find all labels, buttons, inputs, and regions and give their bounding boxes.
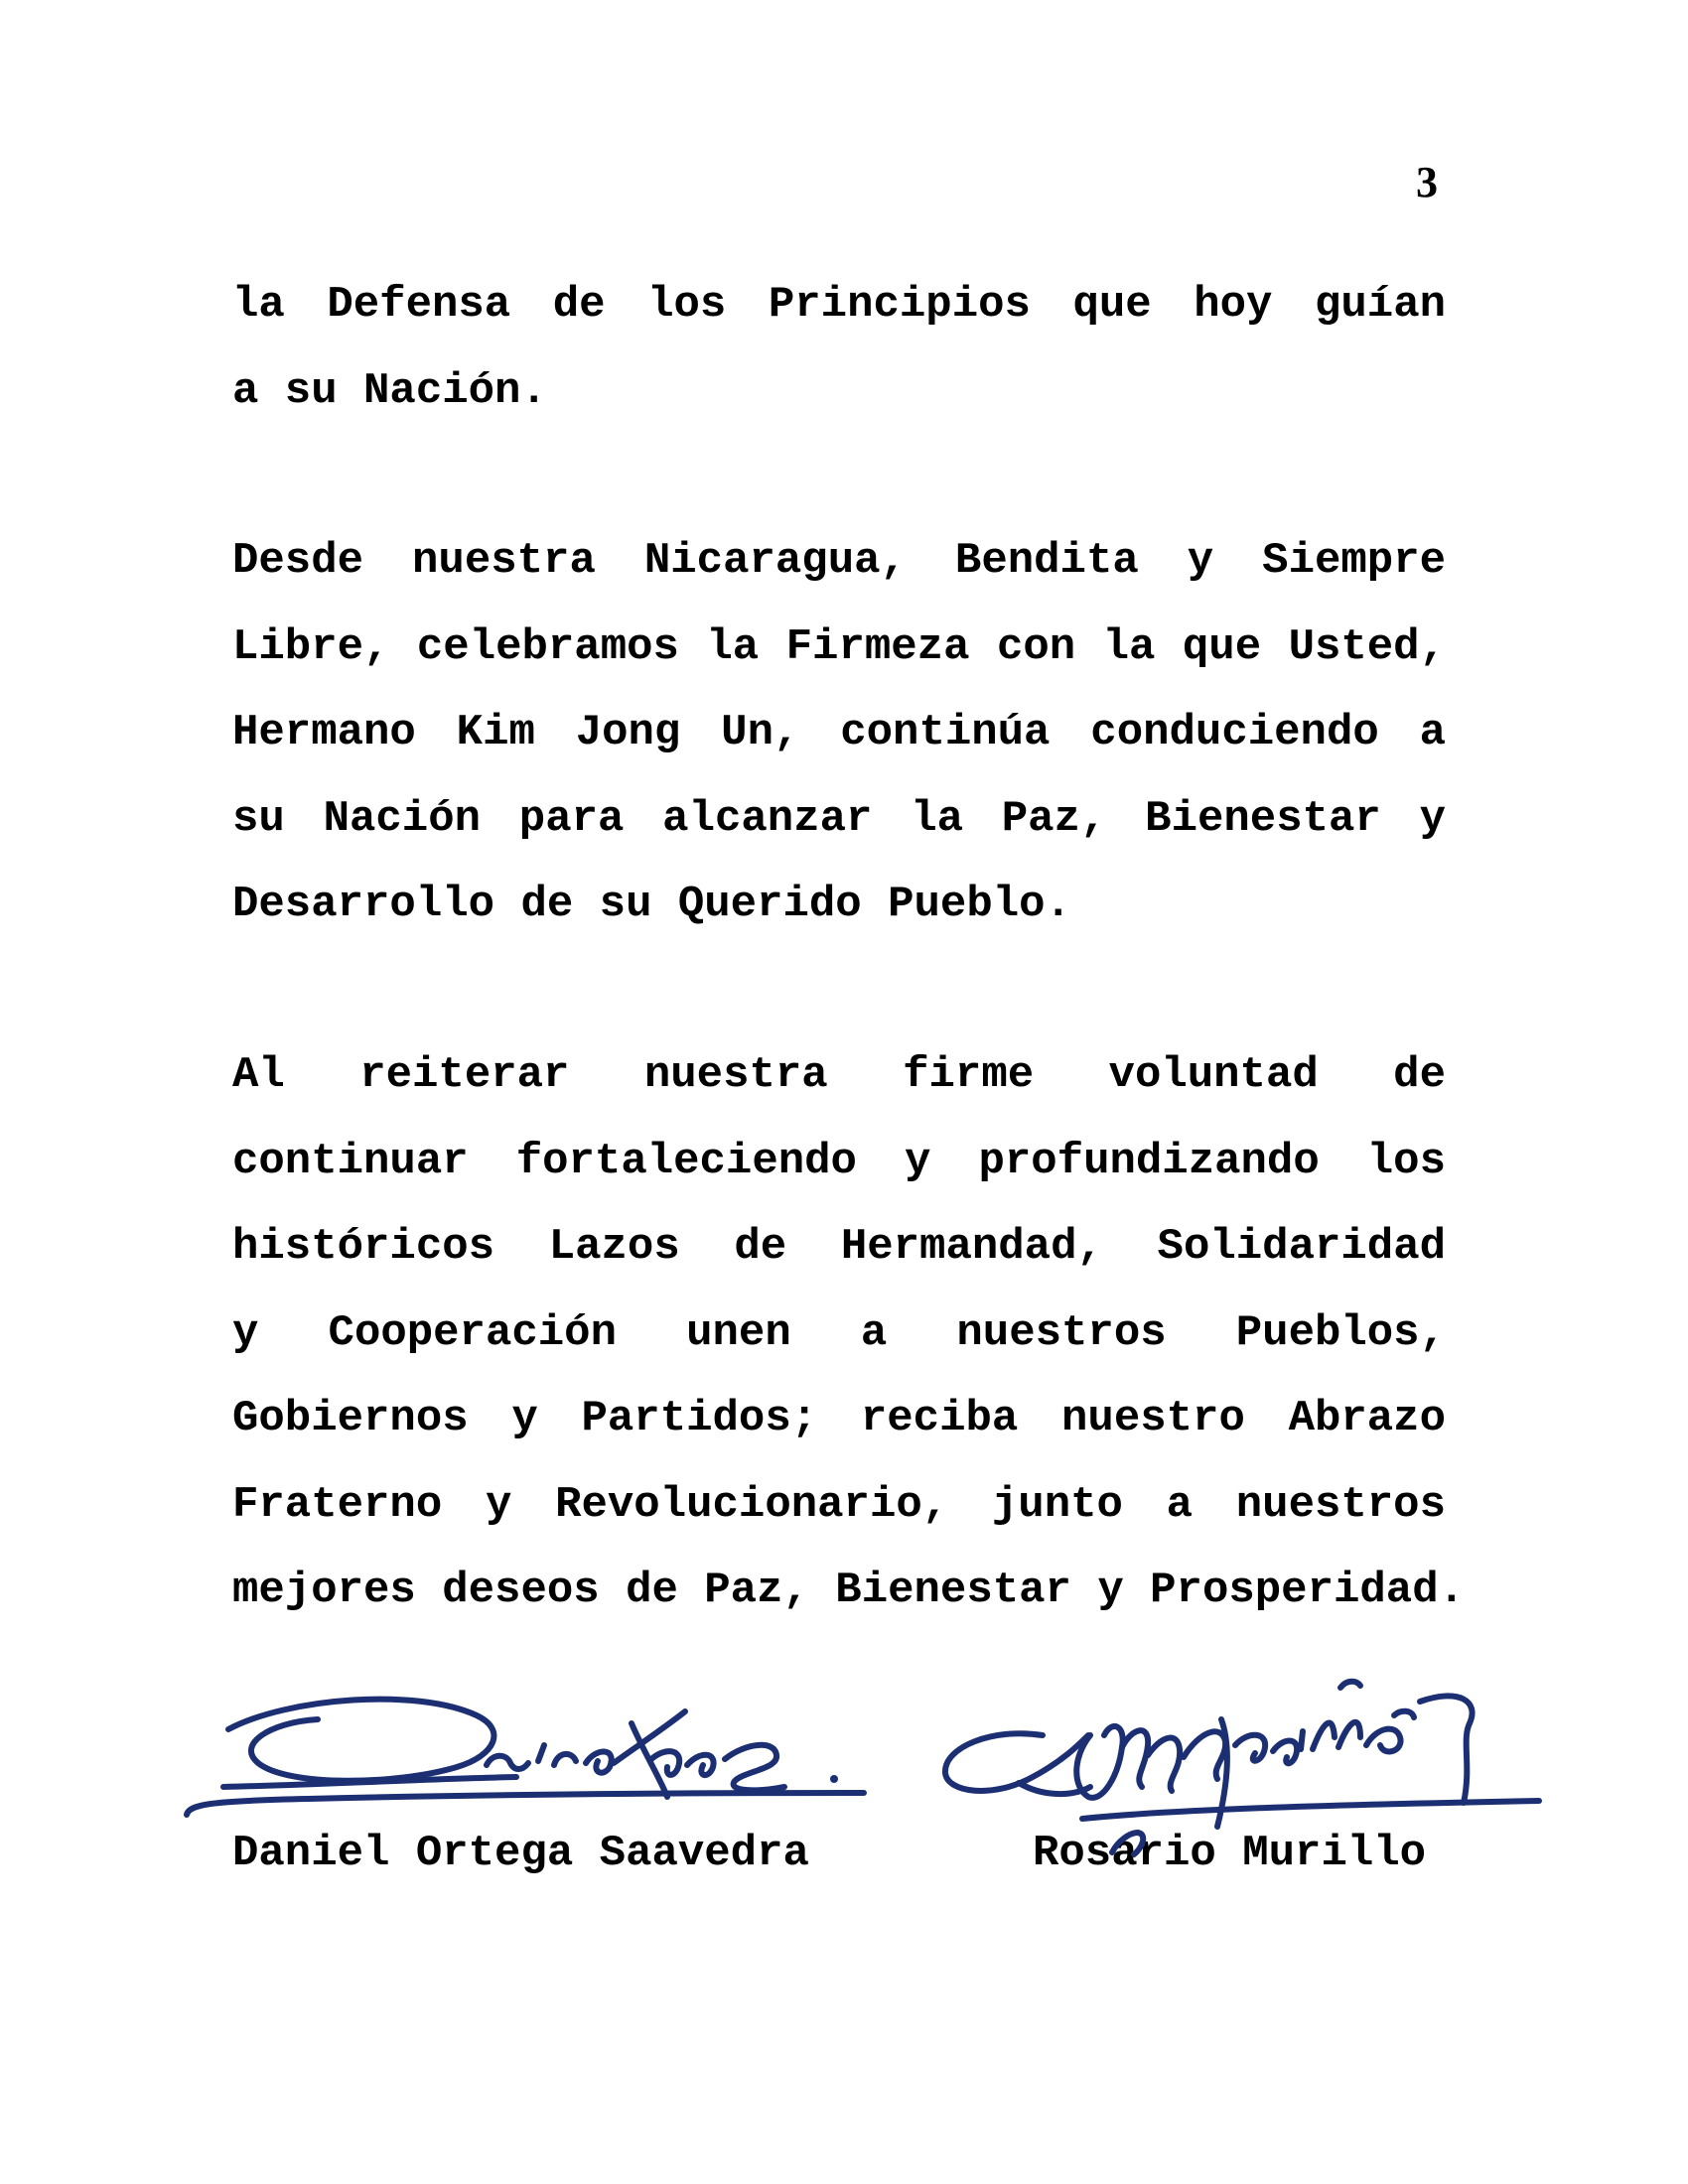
signer-name-murillo: Rosario Murillo	[1033, 1829, 1427, 1878]
paragraph-line: históricos Lazos de Hermandad, Solidaridad	[232, 1222, 1446, 1272]
signature-murillo	[923, 1628, 1559, 1856]
paragraph-line: a su Nación.	[232, 365, 547, 416]
paragraph-1	[232, 262, 1446, 434]
paragraph-line: Libre, celebramos la Firmeza con la que Usted,	[232, 621, 1446, 672]
paragraph-line: Hermano Kim Jong Un, continúa conduciendo a	[232, 708, 1446, 757]
paragraph-line: continuar fortaleciendo y profundizando los	[232, 1136, 1446, 1186]
paragraph-2	[232, 518, 1446, 948]
paragraph-line: su Nación para alcanzar la Paz, Bienestar y	[232, 793, 1446, 844]
paragraph-line: Desarrollo de su Querido Pueblo.	[232, 880, 1071, 929]
signature-ortega	[169, 1668, 884, 1837]
page-number: 3	[1416, 158, 1438, 206]
signer-name-ortega: Daniel Ortega Saavedra	[232, 1829, 809, 1878]
paragraph-line: Al reiterar nuestra firme voluntad de	[232, 1050, 1446, 1100]
paragraph-line: Gobiernos y Partidos; reciba nuestro Abrazo	[232, 1394, 1446, 1443]
paragraph-line: Fraterno y Revolucionario, junto a nuestros	[232, 1479, 1446, 1530]
paragraph-3	[232, 1032, 1466, 1634]
paragraph-line: mejores deseos de Paz, Bienestar y Prosperidad.	[232, 1566, 1466, 1615]
paragraph-line: Desde nuestra Nicaragua, Bendita y Siempre	[232, 536, 1446, 586]
paragraph-line: la Defensa de los Principios que hoy guían	[232, 280, 1446, 330]
paragraph-line: y Cooperación unen a nuestros Pueblos,	[232, 1307, 1446, 1358]
